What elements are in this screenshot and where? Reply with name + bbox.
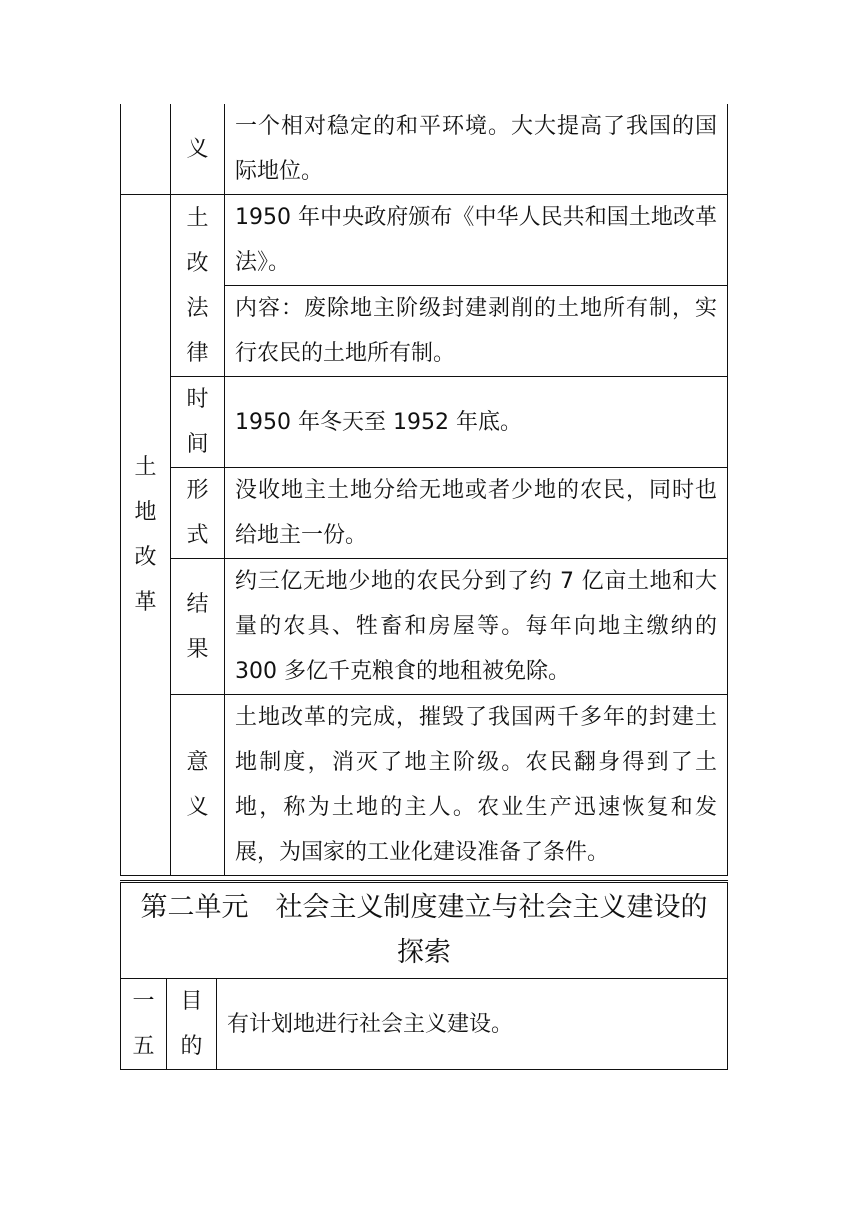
form-label: 形式: [186, 478, 209, 548]
purpose-label-cell: [167, 979, 217, 1070]
time-text-cell: [225, 377, 728, 468]
land-law-label-cell: [171, 195, 225, 377]
land-law-text-1: 1950 年中央政府颁布《中华人民共和国土地改革法》。: [235, 205, 717, 275]
five-year-plan-section-cell: [121, 979, 167, 1070]
form-text: 没收地主土地分给无地或者少地的农民，同时也给地主一份。: [235, 478, 717, 548]
unit-heading-cell: [121, 882, 728, 979]
time-text: 1950 年冬天至 1952 年底。: [235, 409, 522, 435]
prev-section-cell: [121, 104, 171, 195]
land-law-row-1: [121, 195, 728, 286]
unit-heading-row: [121, 882, 728, 979]
significance-text-cell: [225, 695, 728, 876]
time-label: 时间: [186, 387, 209, 457]
prev-section-text: 一个相对稳定的和平环境。大大提高了我国的国际地位。: [235, 114, 717, 184]
time-label-cell: [171, 377, 225, 468]
purpose-text-cell: [217, 979, 728, 1070]
prev-section-text-cell: [225, 104, 728, 195]
land-law-text-2: 内容：废除地主阶级封建剥削的土地所有制，实行农民的土地所有制。: [235, 296, 717, 366]
five-year-plan-row: [121, 979, 728, 1070]
form-label-cell: [171, 468, 225, 559]
land-reform-table: [120, 104, 728, 876]
result-label-cell: [171, 559, 225, 695]
time-row: [121, 377, 728, 468]
result-text: 约三亿无地少地的农民分到了约 7 亿亩土地和大量的农具、牲畜和房屋等。每年向地主缴纳的 300 多亿千克粮食的地租被免除。: [235, 569, 717, 684]
form-row: [121, 468, 728, 559]
five-year-plan-section: 一五: [132, 989, 155, 1059]
prev-section-label: 义: [186, 136, 209, 162]
section-title: 土地改革: [134, 455, 157, 615]
section-title-cell: [121, 195, 171, 876]
significance-text: 土地改革的完成，摧毁了我国两千多年的封建土地制度，消灭了地主阶级。农民翻身得到了土地，称为土地的主人。农业生产迅速恢复和发展，为国家的工业化建设准备了条件。: [235, 705, 717, 865]
significance-row: [121, 695, 728, 876]
land-law-text-cell-1: [225, 195, 728, 286]
purpose-label: 目的: [180, 989, 203, 1059]
result-row: [121, 559, 728, 695]
unit-heading: 第二单元 社会主义制度建立与社会主义建设的探索: [140, 892, 708, 968]
unit-two-table: [120, 880, 728, 1070]
significance-label: 意义: [186, 750, 209, 820]
land-law-text-cell-2: [225, 286, 728, 377]
form-text-cell: [225, 468, 728, 559]
result-label: 结果: [186, 591, 209, 662]
prev-section-tail-row: [121, 104, 728, 195]
land-law-label: 土改法律: [186, 205, 209, 366]
result-text-cell: [225, 559, 728, 695]
purpose-text: 有计划地进行社会主义建设。: [227, 1011, 514, 1037]
prev-section-label-cell: [171, 104, 225, 195]
significance-label-cell: [171, 695, 225, 876]
